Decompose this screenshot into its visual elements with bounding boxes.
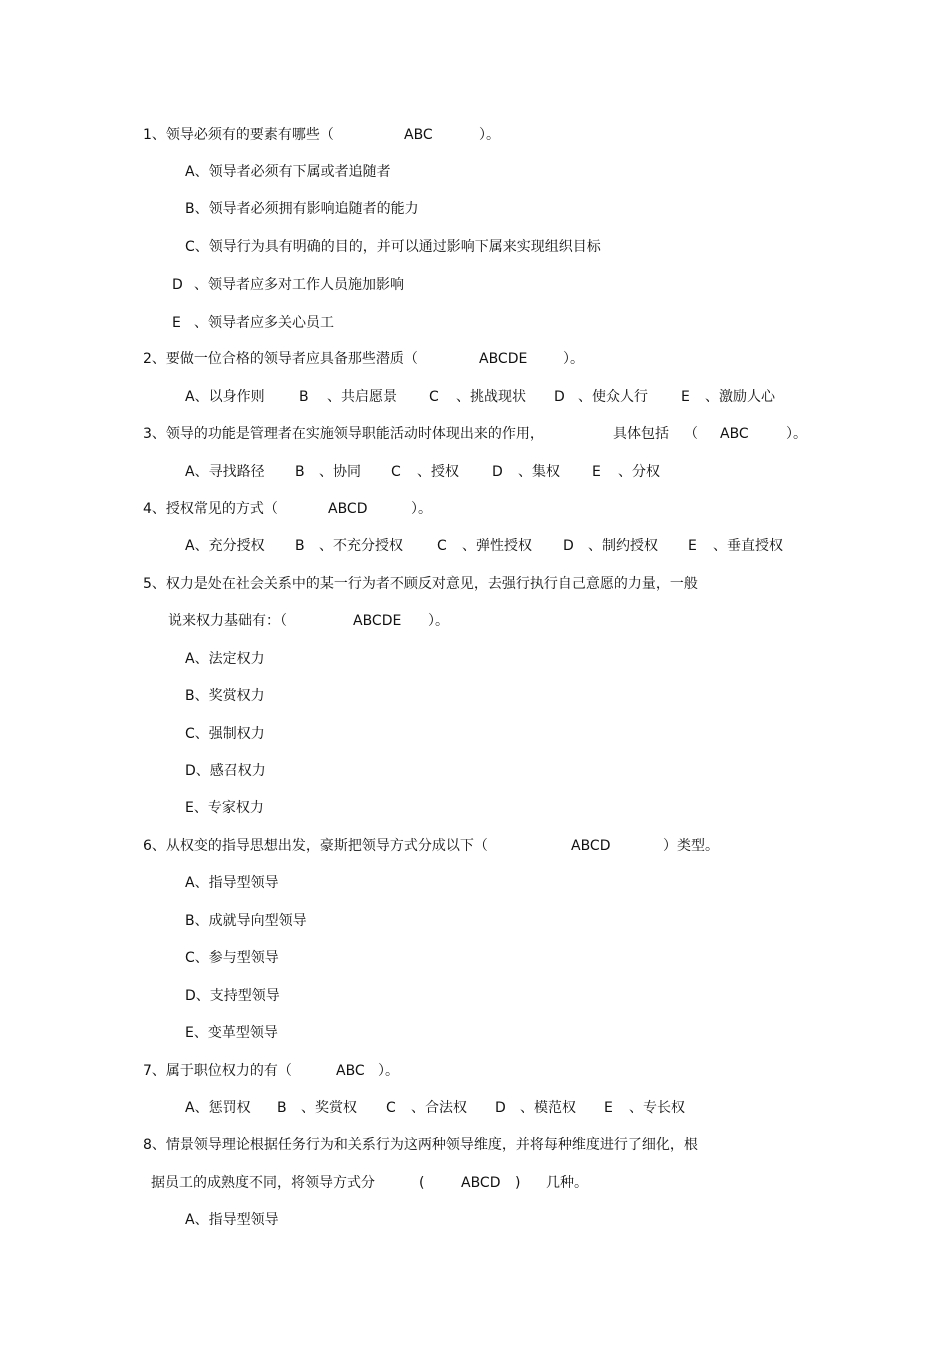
question-6-option-b: B、成就导向型领导	[185, 913, 307, 929]
option-e-letter: E	[604, 1100, 613, 1116]
option-e-letter: E	[681, 389, 690, 405]
option-e-text: 、领导者应多关心员工	[194, 315, 334, 331]
question-7-close: ）。	[378, 1063, 399, 1079]
option-e-letter: E	[688, 538, 697, 554]
option-e-text: 、激励人心	[705, 389, 775, 405]
question-8-open: (	[419, 1175, 425, 1191]
question-6-option-a: A、指导型领导	[185, 875, 279, 891]
option-d-text: 、使众人行	[578, 389, 648, 405]
option-a: A、惩罚权	[185, 1100, 251, 1116]
question-5-close: ）。	[428, 613, 449, 629]
question-8-stem-cont: 据员工的成熟度不同，将领导方式分	[151, 1175, 375, 1191]
question-7-answer: ABC	[336, 1063, 365, 1079]
option-e-letter: E	[172, 315, 181, 331]
question-8-close: )	[515, 1175, 521, 1191]
option-e-letter: E	[592, 464, 601, 480]
option-b-text: 、奖赏权	[301, 1100, 357, 1116]
question-1-option-b: B、领导者必须拥有影响追随者的能力	[185, 201, 419, 217]
question-5-stem-cont: 说来权力基础有：（	[168, 613, 287, 629]
question-2-close: ）。	[563, 351, 584, 367]
option-c-text: 、授权	[417, 464, 459, 480]
option-d-letter: D	[554, 389, 565, 405]
question-5-option-c: C、强制权力	[185, 726, 265, 742]
question-2-stem: 2、要做一位合格的领导者应具备那些潜质（	[143, 351, 418, 367]
option-d-letter: D	[563, 538, 574, 554]
question-6-answer: ABCD	[571, 838, 611, 854]
option-c-letter: C	[437, 538, 447, 554]
question-8: 8、情景领导理论根据任务行为和关系行为这两种领导维度，并将每种维度进行了细化，根	[143, 1137, 698, 1153]
question-1-option-c: C、领导行为具有明确的目的，并可以通过影响下属来实现组织目标	[185, 239, 601, 255]
question-3-stem: 3、领导的功能是管理者在实施领导职能活动时体现出来的作用，	[143, 426, 544, 442]
question-1-option-a: A、领导者必须有下属或者追随者	[185, 164, 391, 180]
question-8-answer: ABCD	[461, 1175, 501, 1191]
option-a: A、寻找路径	[185, 464, 265, 480]
option-b-text: 、不充分授权	[319, 538, 403, 554]
option-a: A、以身作则	[185, 389, 265, 405]
option-d-letter: D	[495, 1100, 506, 1116]
option-a: A、充分授权	[185, 538, 265, 554]
option-c-letter: C	[391, 464, 401, 480]
option-d-letter: D	[172, 277, 183, 293]
option-b-letter: B	[277, 1100, 287, 1116]
question-1-close: ）。	[479, 127, 500, 143]
option-b-letter: B	[299, 389, 309, 405]
option-c-text: 、合法权	[411, 1100, 467, 1116]
option-d-text: 、集权	[518, 464, 560, 480]
question-1-answer: ABC	[404, 127, 433, 143]
question-4-answer: ABCD	[328, 501, 368, 517]
question-5-option-b: B、奖赏权力	[185, 688, 265, 704]
question-7-stem: 7、属于职位权力的有（	[143, 1063, 292, 1079]
question-1-stem: 1、领导必须有的要素有哪些（	[143, 127, 334, 143]
option-c-text: 、挑战现状	[456, 389, 526, 405]
question-5-option-e: E、专家权力	[185, 800, 264, 816]
question-5: 5、权力是处在社会关系中的某一行为者不顾反对意见，去强行执行自己意愿的力量，一般	[143, 576, 698, 592]
option-c-letter: C	[386, 1100, 396, 1116]
option-c-text: 、弹性授权	[462, 538, 532, 554]
question-6-close: ）类型。	[663, 838, 719, 854]
option-c-letter: C	[429, 389, 439, 405]
question-3-stem-cont: 具体包括	[613, 426, 669, 442]
option-b-text: 、协同	[319, 464, 361, 480]
question-3-open: （	[684, 426, 698, 442]
question-6-option-c: C、参与型领导	[185, 950, 279, 966]
option-d-letter: D	[492, 464, 503, 480]
question-8-tail: 几种。	[546, 1175, 588, 1191]
question-2-answer: ABCDE	[479, 351, 528, 367]
question-5-option-d: D、感召权力	[185, 763, 266, 779]
question-5-option-a: A、法定权力	[185, 651, 265, 667]
question-5-answer: ABCDE	[353, 613, 402, 629]
question-6-option-d: D、支持型领导	[185, 988, 280, 1004]
option-d-text: 、领导者应多对工作人员施加影响	[194, 277, 404, 293]
option-e-text: 、专长权	[629, 1100, 685, 1116]
option-b-text: 、共启愿景	[327, 389, 397, 405]
option-e-text: 、分权	[618, 464, 660, 480]
question-4-stem: 4、授权常见的方式（	[143, 501, 278, 517]
option-d-text: 、制约授权	[588, 538, 658, 554]
question-3-close: ）。	[786, 426, 807, 442]
option-b-letter: B	[295, 464, 305, 480]
question-4-close: ）。	[411, 501, 432, 517]
question-6-option-e: E、变革型领导	[185, 1025, 278, 1041]
option-d-text: 、模范权	[520, 1100, 576, 1116]
question-8-option-a: A、指导型领导	[185, 1212, 279, 1228]
question-6-stem: 6、从权变的指导思想出发，豪斯把领导方式分成以下（	[143, 838, 488, 854]
question-3-answer: ABC	[720, 426, 749, 442]
option-b-letter: B	[295, 538, 305, 554]
option-e-text: 、垂直授权	[713, 538, 783, 554]
